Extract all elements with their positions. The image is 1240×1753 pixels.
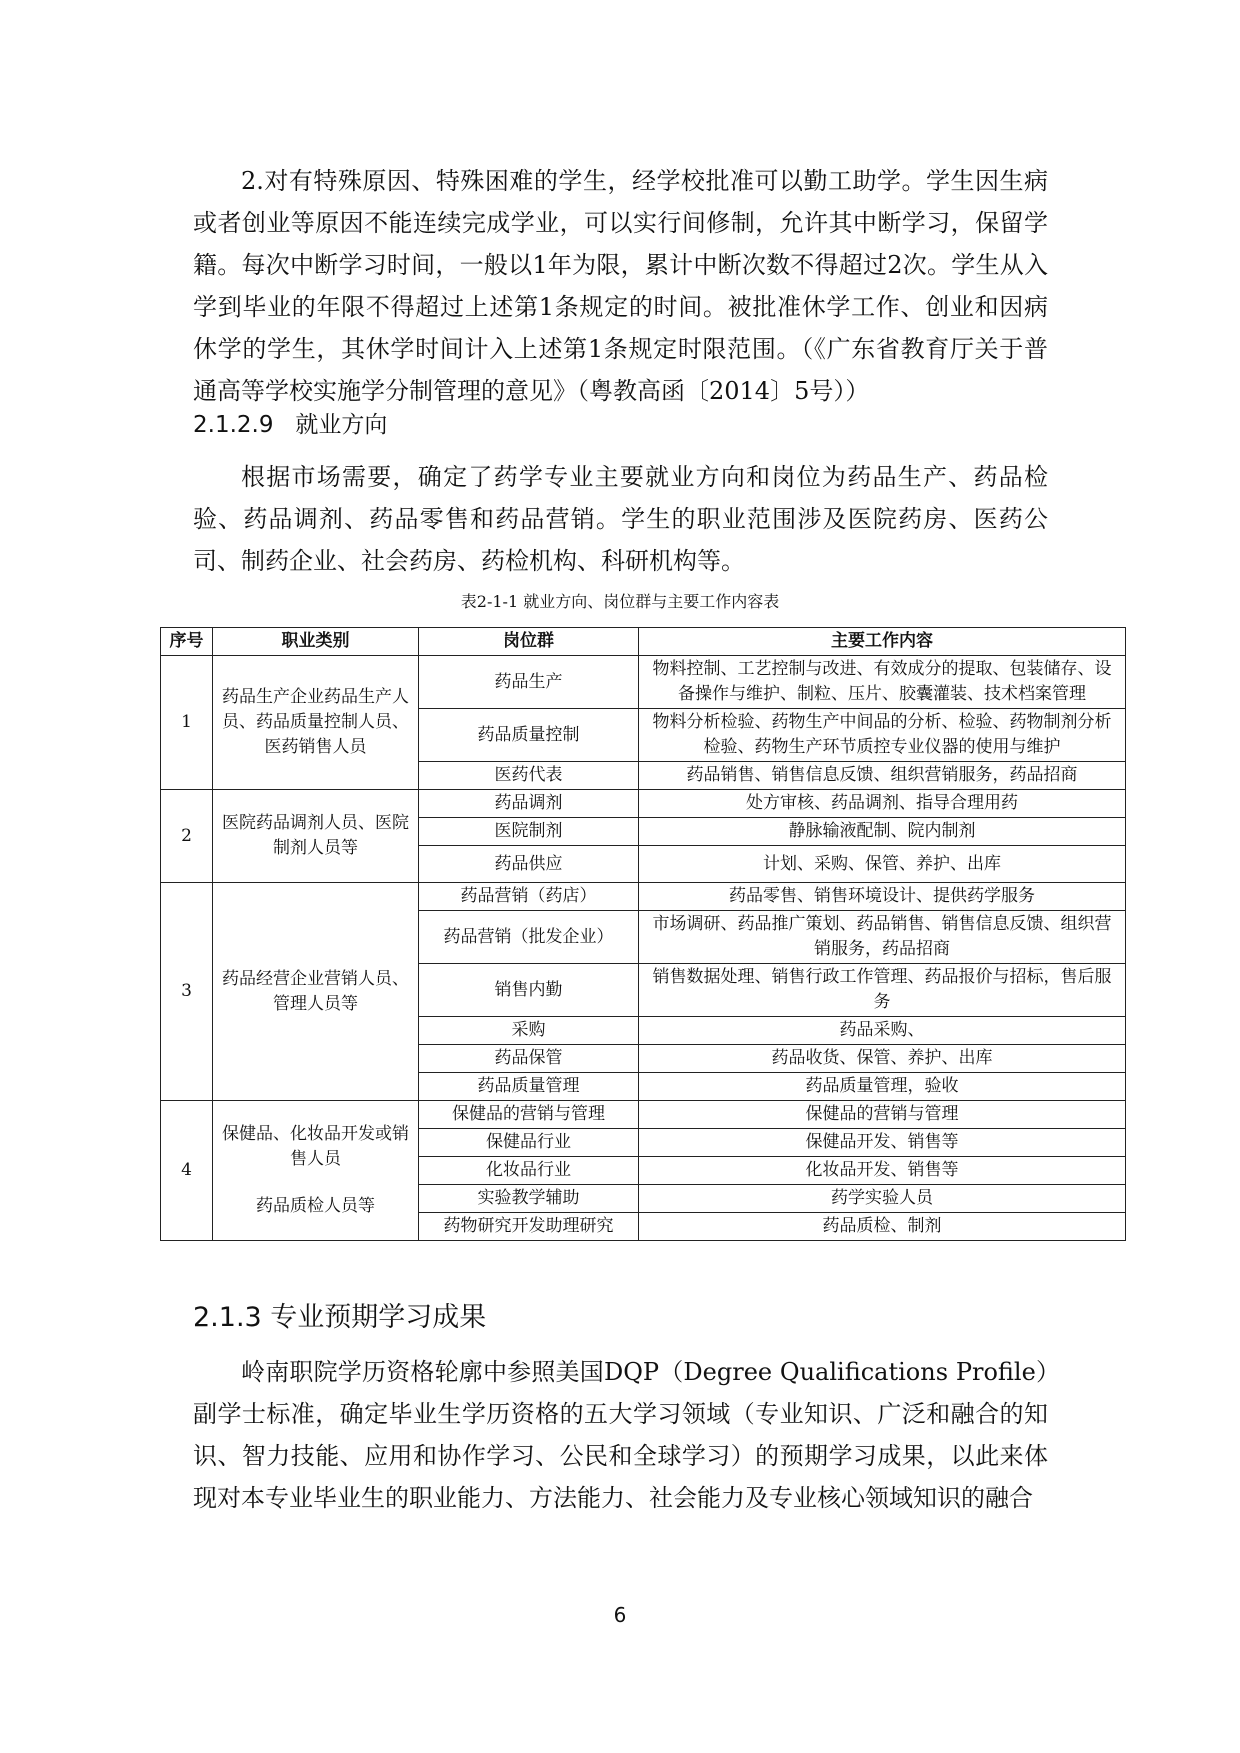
group-category: 医院药品调剂人员、医院制剂人员等: [213, 790, 419, 883]
heading-2129-number: 2.1.2.9: [193, 412, 274, 438]
table-row: [161, 1101, 1126, 1129]
group-no: 4: [161, 1101, 213, 1241]
post-cell: 医药代表: [419, 762, 639, 790]
content-cell: 销售数据处理、销售行政工作管理、药品报价与招标，售后服务: [639, 964, 1126, 1017]
header-no: 序号: [161, 628, 213, 656]
post-cell: 药品营销（批发企业）: [419, 911, 639, 964]
post-cell: 保健品行业: [419, 1129, 639, 1157]
content-cell: 处方审核、药品调剂、指导合理用药: [639, 790, 1126, 818]
content-cell: 物料分析检验、药物生产中间品的分析、检验、药物制剂分析检验、药物生产环节质控专业仪器的使用与维护: [639, 709, 1126, 762]
header-post: 岗位群: [419, 628, 639, 656]
table-row: [161, 656, 1126, 709]
post-cell: 实验教学辅助: [419, 1185, 639, 1213]
header-content: 主要工作内容: [639, 628, 1126, 656]
content-cell: 化妆品开发、销售等: [639, 1157, 1126, 1185]
header-category: 职业类别: [213, 628, 419, 656]
table-row: [161, 790, 1126, 818]
table-header-row: [161, 628, 1126, 656]
employment-table: [160, 627, 1126, 1241]
heading-2129-title: 就业方向: [295, 412, 388, 438]
content-cell: 药品质量管理，验收: [639, 1073, 1126, 1101]
post-cell: 保健品的营销与管理: [419, 1101, 639, 1129]
table-caption: 表2-1-1 就业方向、岗位群与主要工作内容表: [460, 592, 780, 611]
content-cell: 药品销售、销售信息反馈、组织营销服务，药品招商: [639, 762, 1126, 790]
heading-213-title: 专业预期学习成果: [270, 1302, 487, 1333]
post-cell: 药品营销（药店）: [419, 883, 639, 911]
content-cell: 药品采购、: [639, 1017, 1126, 1045]
content-cell: 保健品开发、销售等: [639, 1129, 1126, 1157]
table-row: [161, 883, 1126, 911]
heading-213-number: 2.1.3: [193, 1302, 262, 1333]
group-no: 2: [161, 790, 213, 883]
post-cell: 药品调剂: [419, 790, 639, 818]
category-spacer: [219, 1172, 412, 1194]
content-cell: 药品质检、制剂: [639, 1213, 1126, 1241]
paragraph-learning-outcomes: 岭南职院学历资格轮廓中参照美国DQP（Degree Qualifications Profile）副学士标准，确定毕业生学历资格的五大学习领域（专业知识、广泛和融合的知识、智力技能、应用和协作学习、公民和全球学习）的预期学习成果，以此来体现对本专业毕业生的职业能力、方法能力、社会能力及专业核心领域知识的融合: [193, 1358, 1048, 1512]
content-cell: 药品零售、销售环境设计、提供药学服务: [639, 883, 1126, 911]
post-cell: 药品生产: [419, 656, 639, 709]
paragraph-employment-direction: 根据市场需要，确定了药学专业主要就业方向和岗位为药品生产、药品检验、药品调剂、药品零售和药品营销。学生的职业范围涉及医院药房、医药公司、制药企业、社会药房、药检机构、科研机构等。: [193, 463, 1048, 575]
post-cell: 化妆品行业: [419, 1157, 639, 1185]
paragraph-suspension-rules: 2.对有特殊原因、特殊困难的学生，经学校批准可以勤工助学。学生因生病或者创业等原因不能连续完成学业，可以实行间修制，允许其中断学习，保留学籍。每次中断学习时间，一般以1年为限，累计中断次数不得超过2次。学生从入学到毕业的年限不得超过上述第1条规定的时间。被批准休学工作、创业和因病休学的学生，其休学时间计入上述第1条规定时限范围。（《广东省教育厅关于普通高等学校实施学分制管理的意见》（粤教高函〔2014〕5号））: [193, 167, 1048, 405]
post-cell: 药品保管: [419, 1045, 639, 1073]
group-category: 保健品、化妆品开发或销售人员: [222, 1124, 409, 1169]
post-cell: 采购: [419, 1017, 639, 1045]
group-category: 药品生产企业药品生产人员、药品质量控制人员、医药销售人员: [213, 656, 419, 790]
post-cell: 医院制剂: [419, 818, 639, 846]
content-cell: 保健品的营销与管理: [639, 1101, 1126, 1129]
content-cell: 物料控制、工艺控制与改进、有效成分的提取、包装储存、设备操作与维护、制粒、压片、胶囊灌装、技术档案管理: [639, 656, 1126, 709]
content-cell: 药品收货、保管、养护、出库: [639, 1045, 1126, 1073]
group-category-cell: [213, 1101, 419, 1241]
content-cell: 市场调研、药品推广策划、药品销售、销售信息反馈、组织营销服务，药品招商: [639, 911, 1126, 964]
post-cell: 销售内勤: [419, 964, 639, 1017]
post-cell: 药品质量控制: [419, 709, 639, 762]
group-category-extra: 药品质检人员等: [256, 1196, 375, 1216]
heading-2129: [193, 410, 387, 440]
group-no: 3: [161, 883, 213, 1101]
content-cell: 计划、采购、保管、养护、出库: [639, 846, 1126, 883]
content-cell: 药学实验人员: [639, 1185, 1126, 1213]
group-no: 1: [161, 656, 213, 790]
page-number: 6: [613, 1603, 627, 1627]
post-cell: 药物研究开发助理研究: [419, 1213, 639, 1241]
content-cell: 静脉输液配制、院内制剂: [639, 818, 1126, 846]
group-category: 药品经营企业营销人员、管理人员等: [213, 883, 419, 1101]
post-cell: 药品供应: [419, 846, 639, 883]
post-cell: 药品质量管理: [419, 1073, 639, 1101]
heading-213: [193, 1300, 486, 1336]
